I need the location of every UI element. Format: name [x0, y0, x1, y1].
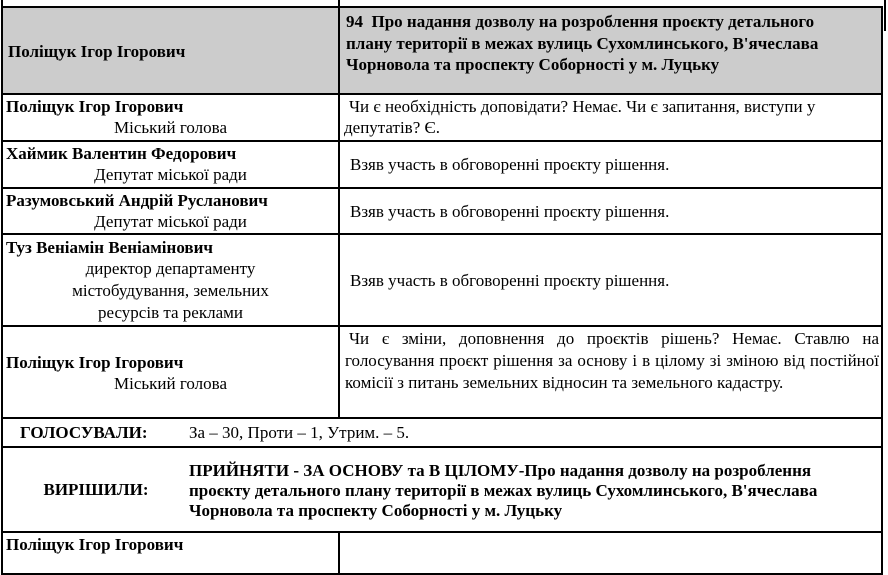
speaker-row: [3, 189, 881, 235]
speaker-cell: [3, 327, 340, 417]
speaker-name: Разумовський Андрій Русланович: [6, 191, 268, 210]
speaker-cell: [3, 235, 340, 325]
speaker-row: [3, 327, 881, 419]
speaker-row: [3, 142, 881, 189]
speaker-title: Депутат міської ради: [94, 165, 247, 184]
speaker-name: Поліщук Ігор Ігорович: [8, 41, 186, 61]
previous-table-right-border: [884, 0, 886, 31]
remark-cell: [340, 235, 881, 325]
remark-text: Взяв участь в обговоренні проєкту рішення.: [350, 155, 670, 174]
agenda-header-row: [3, 8, 881, 95]
voting-label: ГОЛОСУВАЛИ:: [20, 422, 148, 442]
speaker-name: Поліщук Ігор Ігорович: [6, 535, 184, 554]
speaker-name: Хаймик Валентин Федорович: [6, 144, 237, 163]
next-speaker-row-clipped: [3, 533, 881, 573]
remark-cell: Чи є зміни, доповнення до проєктів рішень? Немає. Ставлю на голосування проєкт рішення за основу і в цілому зі зміною від постійної комісії з питань земельних відносин та земельного кадастру.: [345, 329, 879, 392]
speaker-name: Поліщук Ігор Ігорович: [6, 97, 184, 116]
speaker-cell: [3, 533, 340, 573]
agenda-title-cell: 94 Про надання дозволу на розроблення проєкту детального плану території в межах вулиць Сухомлинського, В'ячеслава Чорновола та проспекту Соборності у м. Луцьку: [346, 12, 823, 74]
session-protocol-table: [1, 6, 883, 575]
speaker-name: Поліщук Ігор Ігорович: [6, 353, 184, 372]
remark-text: Взяв участь в обговоренні проєкту рішення.: [350, 270, 670, 290]
remark-text: Взяв участь в обговоренні проєкту рішення.: [350, 201, 670, 221]
remark-cell: [340, 142, 881, 187]
speaker-title: Депутат міської ради: [94, 212, 247, 231]
agenda-speaker-cell: [3, 8, 340, 93]
remark-cell: [340, 533, 881, 573]
speaker-cell: [3, 142, 340, 187]
speaker-title: Міський голова: [114, 118, 227, 137]
remark-cell: Чи є необхідність доповідати? Немає. Чи є запитання, виступи у депутатів? Є.: [344, 97, 816, 137]
speaker-cell: [3, 189, 340, 233]
speaker-name: Туз Веніамін Веніамінович: [6, 238, 213, 257]
decision-text: ПРИЙНЯТИ - ЗА ОСНОВУ та В ЦІЛОМУ-Про надання дозволу на розроблення проєкту детального плану території в межах вулиць Сухомлинського, В'ячеслава Чорновола та проспекту Соборності у м. Луцьку: [189, 460, 818, 520]
speaker-cell: [3, 95, 340, 140]
voting-result: За – 30, Проти – 1, Утрим. – 5.: [189, 422, 410, 442]
decision-row: [3, 448, 881, 533]
speaker-title: Міський голова: [114, 374, 227, 393]
voting-row: [3, 419, 881, 448]
speaker-row: [3, 235, 881, 327]
remark-cell: [340, 189, 881, 233]
speaker-title: директор департаменту містобудування, земельних ресурсів та реклами: [72, 259, 269, 322]
decision-label: ВИРІШИЛИ:: [43, 479, 149, 499]
speaker-row: [3, 95, 881, 142]
